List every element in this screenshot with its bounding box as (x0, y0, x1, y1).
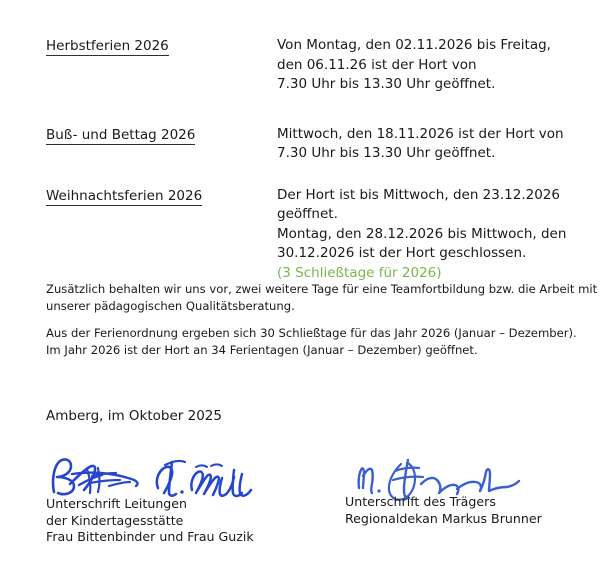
schedule-value-weihnachtsferien (277, 186, 566, 284)
schedule-label-text: Buß- und Bettag 2026 (46, 126, 196, 143)
schedule-label-weihnachtsferien (46, 186, 277, 206)
paragraph-additional-days (46, 281, 598, 314)
signature-ink-icon (46, 452, 276, 502)
signature-caption-line: Unterschrift Leitungen (46, 496, 188, 511)
schedule-line: den 06.11.26 ist der Hort von (277, 56, 477, 73)
schedule-value-herbstferien (277, 36, 566, 95)
schedule-label-text: Herbstferien 2026 (46, 38, 169, 54)
schedule-line: Der Hort ist bis Mittwoch, den 23.12.2026 (277, 186, 560, 203)
holiday-schedule (46, 36, 566, 283)
schedule-label-text: Weihnachtsferien 2026 (46, 187, 203, 204)
schedule-value-buss-und-bettag (277, 125, 566, 164)
schedule-line: Mittwoch, den 18.11.2026 ist der Hort von (277, 125, 564, 142)
paragraph-line: Im Jahr 2026 ist der Hort an 34 Ferientagen (Januar – Dezember) geöffnet. (46, 342, 478, 357)
signature-caption-line: Regionaldekan Markus Brunner (345, 510, 542, 526)
schedule-closing-days-note: (3 Schließtage für 2026) (277, 264, 442, 281)
place-and-date: Amberg, im Oktober 2025 (46, 408, 222, 424)
signature-caption-line: der Kindertagesstätte (46, 512, 184, 528)
signature-caption-leitungen (46, 496, 326, 546)
table-row (46, 125, 566, 164)
table-row (46, 186, 566, 284)
signature-caption-line: Unterschrift des Trägers (345, 494, 496, 509)
paragraph-summary (46, 325, 576, 358)
signature-block-traeger (345, 452, 595, 527)
schedule-line: geöffnet. (277, 206, 338, 222)
handwritten-signature-traeger (345, 452, 595, 500)
table-row (46, 36, 566, 95)
paragraph-line: unserer pädagogischen Qualitätsberatung. (46, 298, 295, 313)
signature-caption-line: Frau Bittenbinder und Frau Guzik (46, 529, 254, 544)
handwritten-signature-leitungen (46, 452, 326, 500)
schedule-line: 30.12.2026 ist der Hort geschlossen. (277, 245, 527, 261)
schedule-line: Montag, den 28.12.2026 bis Mittwoch, den (277, 225, 567, 242)
schedule-line: Von Montag, den 02.11.2026 bis Freitag, (277, 37, 551, 53)
schedule-line: 7.30 Uhr bis 13.30 Uhr geöffnet. (277, 145, 496, 161)
schedule-label-buss-und-bettag (46, 125, 277, 145)
paragraph-line: Aus der Ferienordnung ergeben sich 30 Schließtage für das Jahr 2026 (Januar – Dezember). (46, 326, 577, 340)
schedule-label-herbstferien (46, 36, 277, 56)
schedule-line: 7.30 Uhr bis 13.30 Uhr geöffnet. (277, 76, 496, 92)
signature-block-leitungen (46, 452, 326, 546)
paragraph-line: Zusätzlich behalten wir uns vor, zwei weitere Tage für eine Teamfortbildung bzw. die Arbeit mit (46, 282, 598, 296)
signature-caption-traeger (345, 494, 595, 527)
